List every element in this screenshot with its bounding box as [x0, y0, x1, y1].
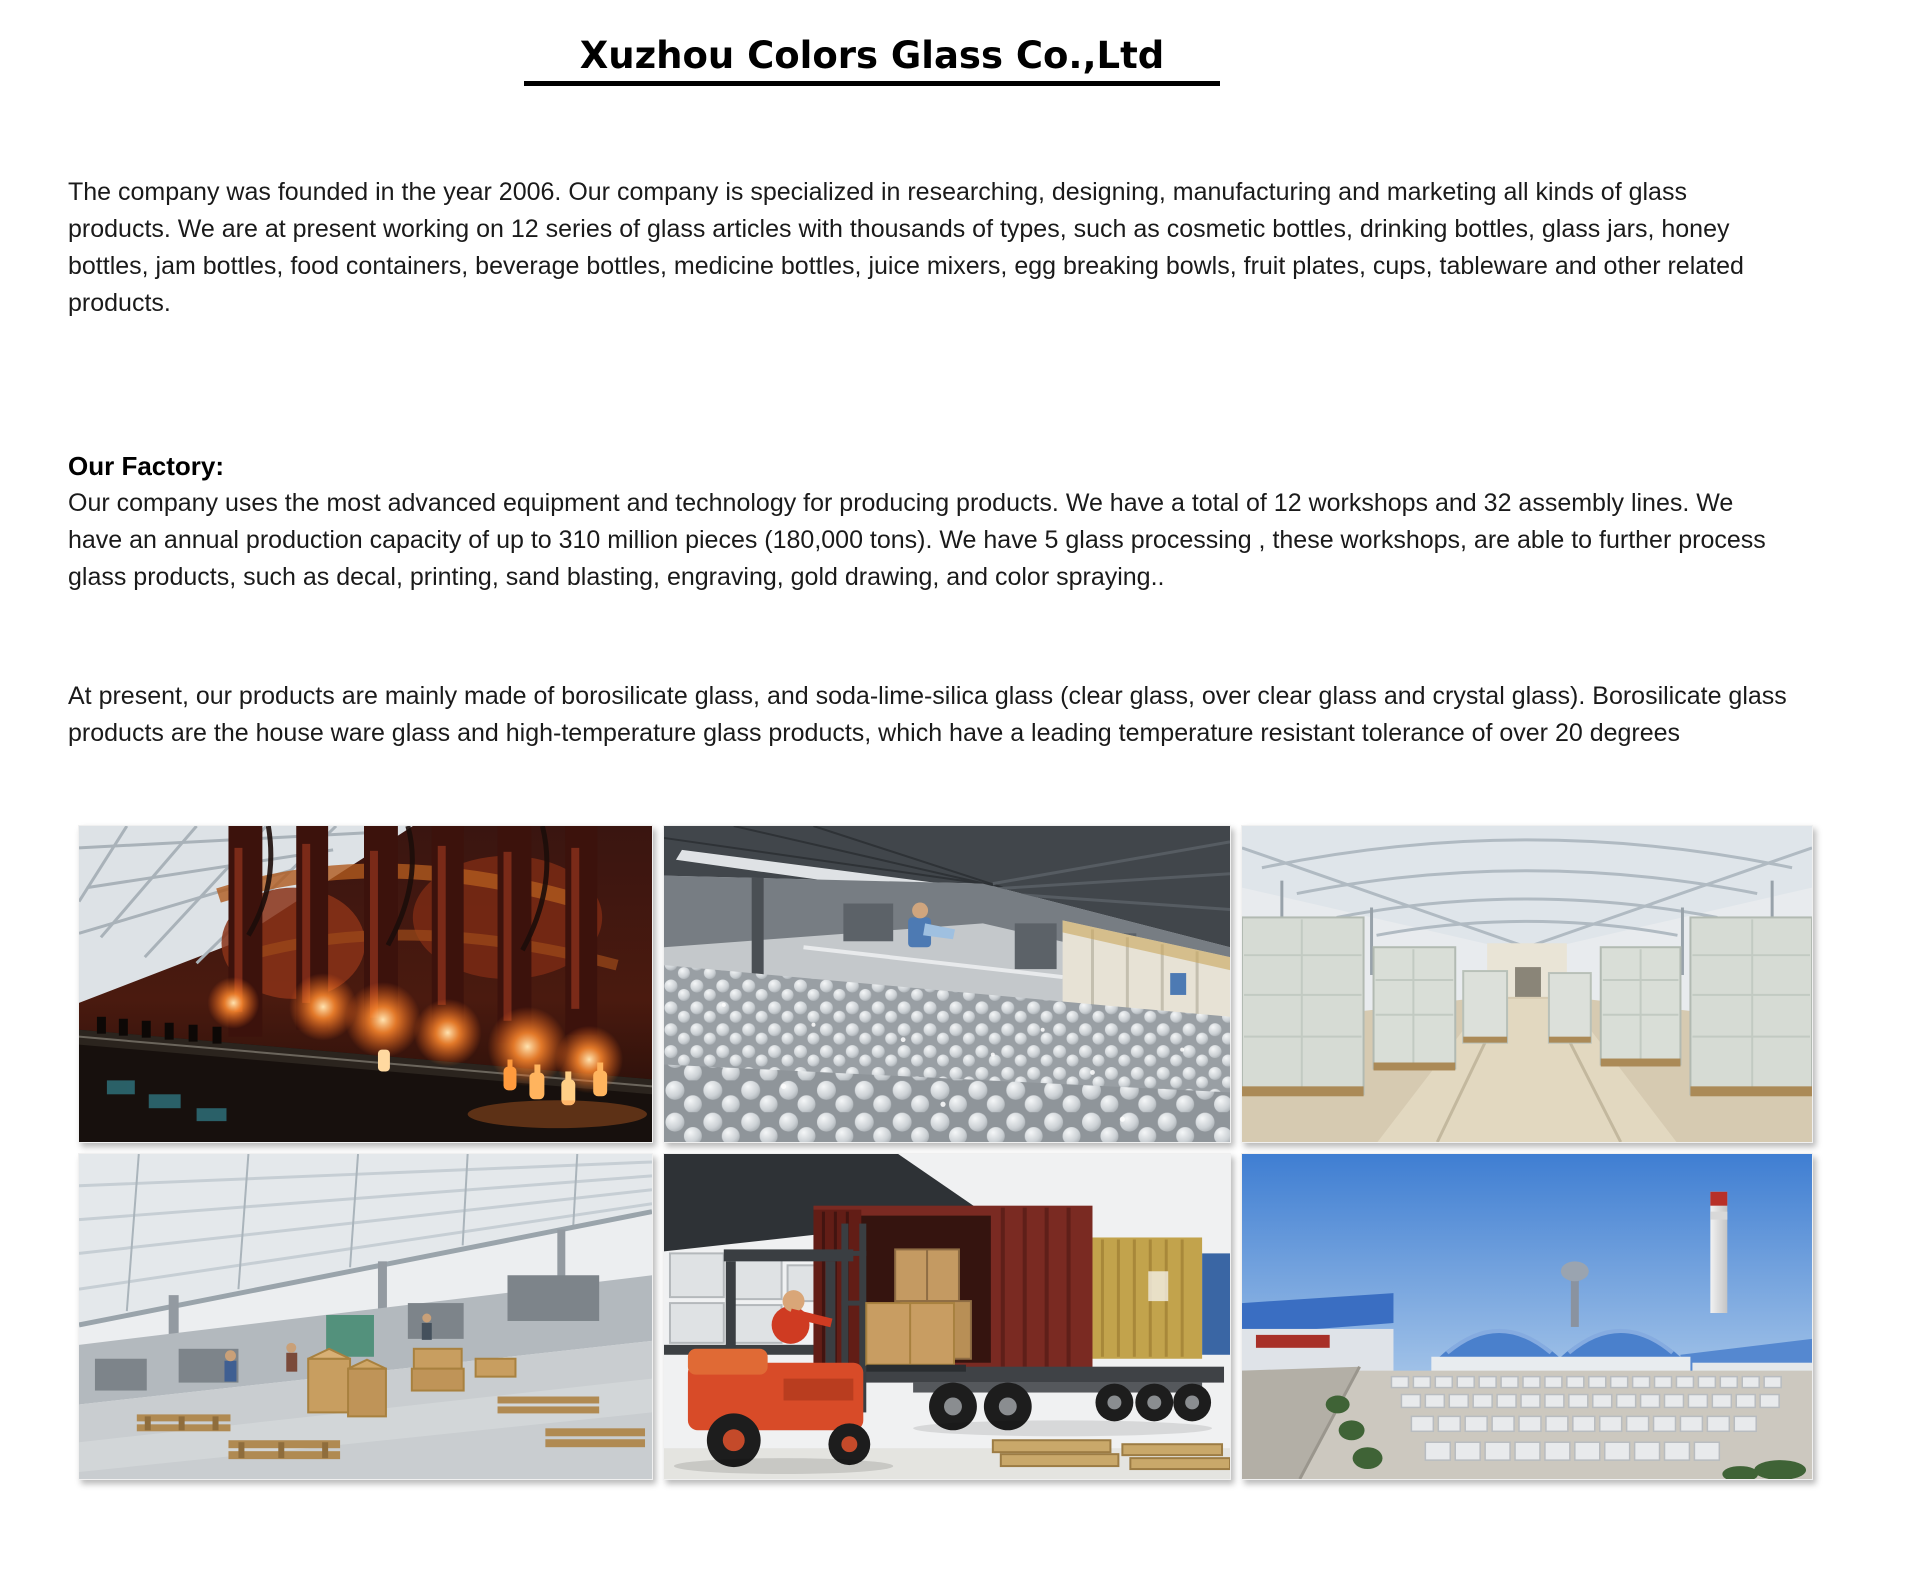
- factory-yard-aerial-illustration: [1242, 1154, 1812, 1479]
- page-title-row: [0, 34, 1832, 86]
- glass-jars-workshop-illustration: [664, 826, 1230, 1142]
- pallet-warehouse-aisle-photo: [1241, 825, 1813, 1143]
- pallet-warehouse-aisle-illustration: [1242, 826, 1812, 1142]
- factory-paragraph: Our company uses the most advanced equipment and technology for producing products. We have a total of 12 workshops and 32 assembly lines. We have an annual production capacity of up to 310 million pieces (180,000 tons). We have 5 glass processing , these workshops, are able to further process glass products, such as decal, printing, sand blasting, engraving, gold drawing, and color spraying..: [68, 489, 1766, 591]
- glass-bottle-production-line-illustration: [79, 826, 652, 1142]
- forklift-container-loading-illustration: [664, 1154, 1230, 1479]
- page-title: Xuzhou Colors Glass Co.,Ltd: [524, 34, 1221, 86]
- forklift-container-loading-photo: [663, 1153, 1231, 1480]
- intro-paragraph: The company was founded in the year 2006. Our company is specialized in researching, designing, manufacturing and marketing all kinds of glass products. We are at present working on 12 series of glass articles with thousands of types, such as cosmetic bottles, drinking bottles, glass jars, honey bottles, jam bottles, food containers, beverage bottles, medicine bottles, juice mixers, egg breaking bowls, fruit plates, cups, tableware and other related products.: [68, 178, 1744, 317]
- factory-section-heading: Our Factory:: [68, 451, 225, 481]
- factory-photo-grid: [78, 825, 1813, 1480]
- packing-workshop-floor-photo: [78, 1153, 653, 1480]
- packing-workshop-floor-illustration: [79, 1154, 652, 1479]
- factory-yard-aerial-photo: [1241, 1153, 1813, 1480]
- materials-paragraph: At present, our products are mainly made of borosilicate glass, and soda-lime-silica glass (clear glass, over clear glass and crystal glass). Borosilicate glass products are the house ware glass and high-temperature glass products, which have a leading temperature resistant tolerance of over 20 degrees: [68, 682, 1787, 747]
- glass-bottle-production-line-photo: [78, 825, 653, 1143]
- glass-jars-workshop-photo: [663, 825, 1231, 1143]
